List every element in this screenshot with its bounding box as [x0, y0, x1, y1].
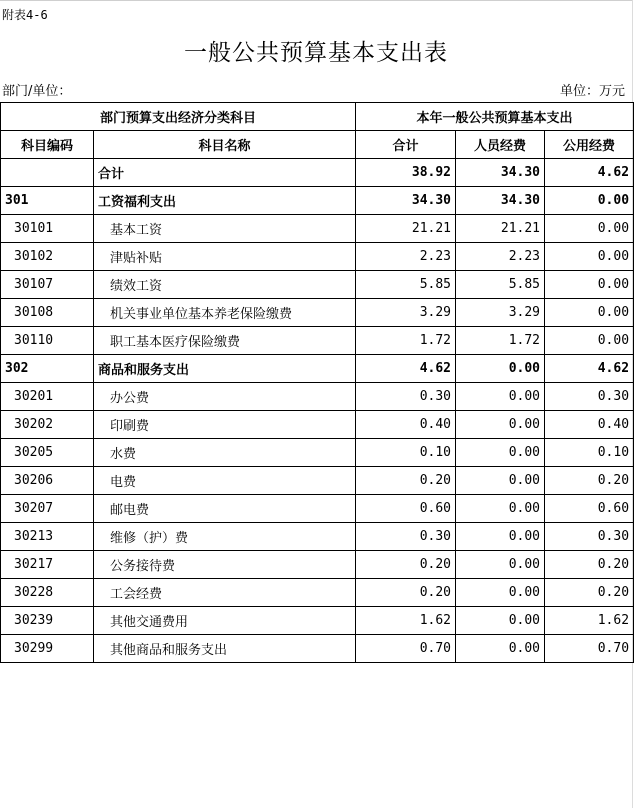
table-row: [1, 327, 634, 355]
cell-public: 4.62: [545, 355, 634, 383]
cell-public: 0.40: [545, 411, 634, 439]
column-header-total: 合计: [356, 131, 456, 159]
cell-personnel: 0.00: [456, 383, 545, 411]
table-row: [1, 467, 634, 495]
table-row: [1, 355, 634, 383]
cell-code: 30201: [1, 383, 94, 411]
cell-code: 30102: [1, 243, 94, 271]
top-divider: [0, 0, 641, 1]
cell-personnel: 0.00: [456, 635, 545, 663]
cell-name: 印刷费: [94, 411, 356, 439]
cell-name: 津贴补贴: [94, 243, 356, 271]
cell-personnel: 0.00: [456, 411, 545, 439]
table-row: [1, 299, 634, 327]
column-header-name: 科目名称: [94, 131, 356, 159]
table-row: [1, 635, 634, 663]
cell-code: 30202: [1, 411, 94, 439]
cell-name: 电费: [94, 467, 356, 495]
cell-name: 公务接待费: [94, 551, 356, 579]
budget-table: [0, 102, 634, 663]
cell-public: 0.00: [545, 215, 634, 243]
cell-code: 30205: [1, 439, 94, 467]
table-row: [1, 607, 634, 635]
cell-name: 邮电费: [94, 495, 356, 523]
cell-name: 水费: [94, 439, 356, 467]
cell-personnel: 0.00: [456, 579, 545, 607]
cell-public: 4.62: [545, 159, 634, 187]
cell-personnel: 1.72: [456, 327, 545, 355]
cell-code: 30217: [1, 551, 94, 579]
cell-name: 其他商品和服务支出: [94, 635, 356, 663]
cell-public: 0.20: [545, 467, 634, 495]
cell-name: 绩效工资: [94, 271, 356, 299]
unit-label: 单位：万元: [559, 84, 625, 99]
cell-name: 工会经费: [94, 579, 356, 607]
cell-total: 1.62: [356, 607, 456, 635]
table-row: [1, 215, 634, 243]
cell-public: 0.70: [545, 635, 634, 663]
cell-code: 30107: [1, 271, 94, 299]
department-label: 部门/单位：: [2, 84, 72, 99]
page-title: 一般公共预算基本支出表: [184, 40, 448, 66]
cell-total: 0.30: [356, 523, 456, 551]
cell-name: 工资福利支出: [94, 187, 356, 215]
cell-public: 0.00: [545, 271, 634, 299]
cell-code: 30213: [1, 523, 94, 551]
cell-code: 30239: [1, 607, 94, 635]
cell-code: 30207: [1, 495, 94, 523]
cell-total: 0.40: [356, 411, 456, 439]
cell-public: 0.00: [545, 243, 634, 271]
cell-personnel: 0.00: [456, 495, 545, 523]
table-row: [1, 187, 634, 215]
cell-total: 2.23: [356, 243, 456, 271]
table-row: [1, 411, 634, 439]
cell-personnel: 0.00: [456, 467, 545, 495]
cell-code: 30299: [1, 635, 94, 663]
table-row: [1, 159, 634, 187]
cell-total: 0.30: [356, 383, 456, 411]
cell-total: 21.21: [356, 215, 456, 243]
table-row: [1, 495, 634, 523]
cell-total: 34.30: [356, 187, 456, 215]
cell-personnel: 0.00: [456, 523, 545, 551]
table-row: [1, 579, 634, 607]
cell-personnel: 21.21: [456, 215, 545, 243]
cell-public: 1.62: [545, 607, 634, 635]
cell-name: 基本工资: [94, 215, 356, 243]
cell-total: 0.20: [356, 551, 456, 579]
cell-personnel: 34.30: [456, 159, 545, 187]
cell-personnel: 0.00: [456, 439, 545, 467]
cell-public: 0.10: [545, 439, 634, 467]
cell-total: 0.10: [356, 439, 456, 467]
column-header-public: 公用经费: [545, 131, 634, 159]
cell-code: 301: [1, 187, 94, 215]
cell-name: 合计: [94, 159, 356, 187]
group-header-row: [1, 103, 634, 131]
table-row: [1, 383, 634, 411]
table-row: [1, 439, 634, 467]
cell-personnel: 0.00: [456, 551, 545, 579]
cell-name: 职工基本医疗保险缴费: [94, 327, 356, 355]
cell-public: 0.30: [545, 383, 634, 411]
cell-total: 4.62: [356, 355, 456, 383]
column-header-personnel: 人员经费: [456, 131, 545, 159]
table-row: [1, 551, 634, 579]
group-header-current-year: 本年一般公共预算基本支出: [356, 103, 634, 131]
cell-code: 30110: [1, 327, 94, 355]
cell-public: 0.00: [545, 327, 634, 355]
table-row: [1, 271, 634, 299]
cell-total: 0.60: [356, 495, 456, 523]
cell-public: 0.20: [545, 579, 634, 607]
cell-public: 0.00: [545, 299, 634, 327]
cell-total: 3.29: [356, 299, 456, 327]
cell-code: 30206: [1, 467, 94, 495]
cell-name: 机关事业单位基本养老保险缴费: [94, 299, 356, 327]
cell-total: 0.70: [356, 635, 456, 663]
cell-personnel: 34.30: [456, 187, 545, 215]
column-header-row: [1, 131, 634, 159]
cell-code: 302: [1, 355, 94, 383]
cell-personnel: 0.00: [456, 355, 545, 383]
table-row: [1, 523, 634, 551]
cell-personnel: 2.23: [456, 243, 545, 271]
cell-total: 0.20: [356, 579, 456, 607]
cell-name: 办公费: [94, 383, 356, 411]
cell-total: 1.72: [356, 327, 456, 355]
table-row: [1, 243, 634, 271]
cell-public: 0.30: [545, 523, 634, 551]
cell-total: 0.20: [356, 467, 456, 495]
cell-code: [1, 159, 94, 187]
cell-code: 30101: [1, 215, 94, 243]
cell-personnel: 3.29: [456, 299, 545, 327]
cell-name: 维修（护）费: [94, 523, 356, 551]
cell-name: 其他交通费用: [94, 607, 356, 635]
cell-total: 5.85: [356, 271, 456, 299]
column-header-code: 科目编码: [1, 131, 94, 159]
group-header-classification: 部门预算支出经济分类科目: [1, 103, 356, 131]
cell-code: 30228: [1, 579, 94, 607]
cell-public: 0.00: [545, 187, 634, 215]
cell-public: 0.60: [545, 495, 634, 523]
cell-public: 0.20: [545, 551, 634, 579]
cell-personnel: 0.00: [456, 607, 545, 635]
attachment-label: 附表4-6: [2, 8, 48, 22]
cell-total: 38.92: [356, 159, 456, 187]
cell-personnel: 5.85: [456, 271, 545, 299]
cell-name: 商品和服务支出: [94, 355, 356, 383]
table-body: [1, 159, 634, 663]
cell-code: 30108: [1, 299, 94, 327]
